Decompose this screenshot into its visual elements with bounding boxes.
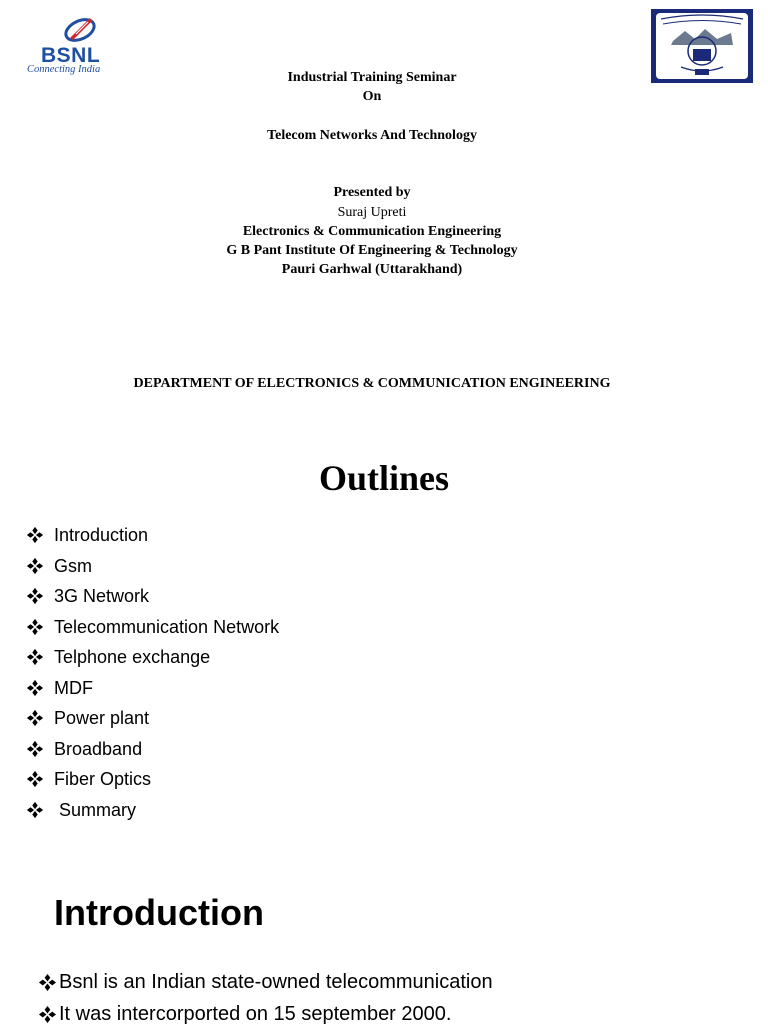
list-item-label: Broadband [54, 738, 143, 759]
list-item-label: 3G Network [54, 586, 150, 606]
list-item [26, 520, 279, 551]
list-item [26, 795, 279, 826]
list-item-label: MDF [54, 677, 93, 698]
list-item [26, 581, 279, 612]
list-item [26, 703, 279, 734]
bsnl-tagline: Connecting India [27, 64, 101, 75]
list-item-label: Gsm [54, 555, 92, 576]
introduction-list [38, 966, 493, 1030]
outlines-heading: Outlines [318, 458, 450, 498]
diamond-bullet-icon [26, 801, 44, 819]
seminar-topic: Telecom Networks And Technology [267, 128, 477, 143]
diamond-bullet-icon [26, 526, 44, 544]
bsnl-swoosh-icon [62, 14, 98, 44]
list-item [26, 551, 279, 582]
department-name: DEPARTMENT OF ELECTRONICS & COMMUNICATION ENGINEERING [133, 376, 611, 391]
diamond-bullet-icon [26, 587, 44, 605]
list-item [26, 734, 279, 765]
diamond-bullet-icon [26, 709, 44, 727]
bsnl-wordmark: BSNL [41, 44, 101, 67]
diamond-bullet-icon [26, 770, 44, 788]
list-item [26, 764, 279, 795]
presenter-name: Suraj Upreti [337, 205, 407, 220]
institute-location: Pauri Garhwal (Uttarakhand) [281, 262, 463, 277]
list-item [38, 966, 493, 998]
institute-name: G B Pant Institute Of Engineering & Technology [226, 243, 518, 258]
diamond-bullet-icon [38, 1005, 57, 1024]
list-item [38, 998, 493, 1030]
list-item-label: Power plant [54, 708, 150, 728]
outline-list [26, 520, 279, 825]
diamond-bullet-icon [26, 557, 44, 575]
diamond-bullet-icon [26, 648, 44, 666]
list-item-label: Telecommunication Network [54, 616, 280, 637]
list-item-label: Bsnl is an Indian state-owned telecommunication [59, 971, 493, 993]
diamond-bullet-icon [38, 973, 57, 992]
presented-by-label: Presented by [333, 185, 411, 200]
list-item [26, 673, 279, 704]
seminar-on: On [362, 89, 382, 104]
list-item-label: Fiber Optics [54, 769, 152, 789]
list-item-label: Summary [54, 799, 137, 820]
list-item [26, 612, 279, 643]
list-item-label: It was intercorported on 15 september 2000. [59, 1003, 452, 1025]
diamond-bullet-icon [26, 740, 44, 758]
diamond-bullet-icon [26, 679, 44, 697]
list-item-label: Telphone exchange [54, 647, 211, 667]
list-item [26, 642, 279, 673]
branch-name: Electronics & Communication Engineering [242, 224, 502, 239]
introduction-heading: Introduction [54, 892, 264, 933]
seminar-title: Industrial Training Seminar [287, 70, 457, 85]
diamond-bullet-icon [26, 618, 44, 636]
list-item-label: Introduction [54, 525, 149, 545]
